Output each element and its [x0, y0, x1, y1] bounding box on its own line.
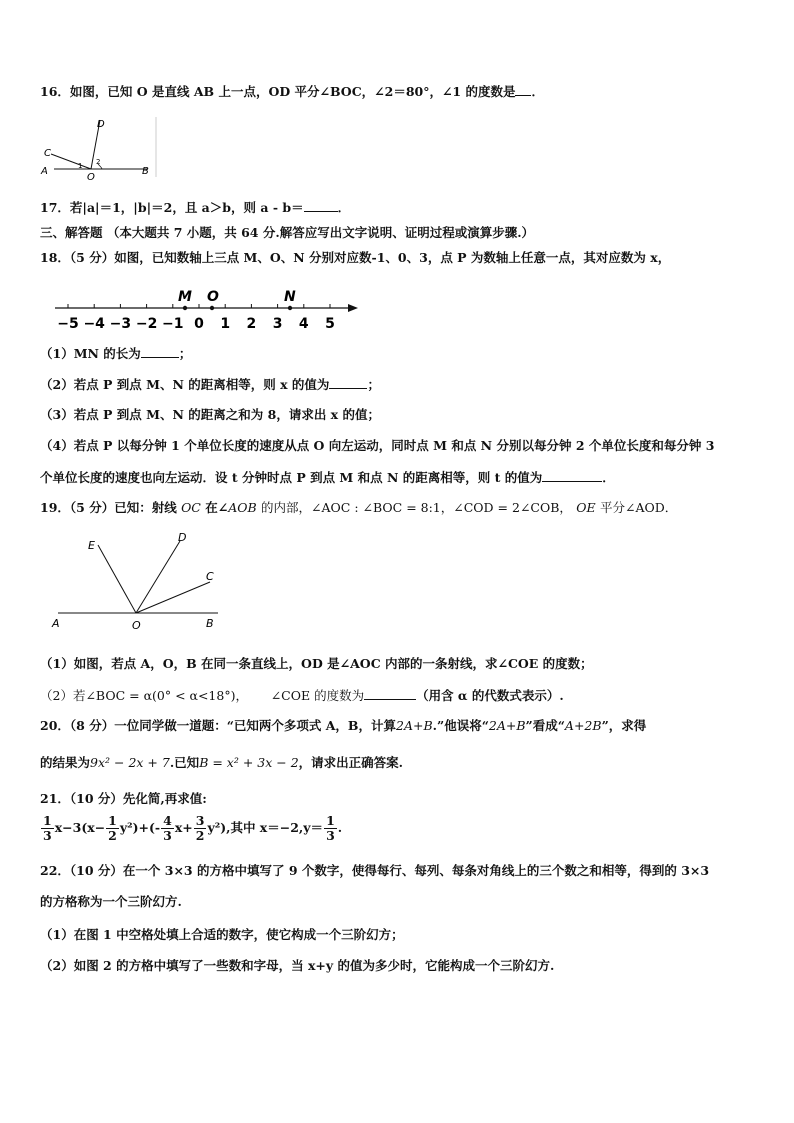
- q16-figure: [36, 112, 161, 182]
- q20-line-1: 20．（8 分）一位同学做一道题：“已知两个多项式 A，B，计算2A+B.”他误将“2A+B”看成“A+2B”，求得: [40, 718, 647, 733]
- q16-answer-blank: [515, 82, 531, 96]
- q19-figure: [40, 528, 240, 638]
- q19-p2-blank: [364, 686, 416, 700]
- q17-answer-blank: [304, 198, 338, 212]
- axis-tick-label: −1: [162, 316, 184, 332]
- q21-frac-1: $\frac{1}{3}$: [43, 813, 52, 843]
- axis-tick-label: 4: [298, 316, 309, 332]
- q18-part-4a: （4）若点 P 以每分钟 1 个单位长度的速度从点 O 向左运动，同时点 M 和点 N 分别以每分钟 2 个单位长度和每分钟 3: [40, 438, 715, 453]
- q21-frac-5: $\frac{1}{3}$: [326, 813, 335, 843]
- axis-tick-label: −3: [109, 316, 132, 332]
- q18-number-line: [40, 286, 370, 334]
- q18-part-4b: 个单位长度的速度也向左运动．设 t 分钟时点 P 到点 M 和点 N 的距离相等，则 t 的值为 ．: [40, 470, 615, 485]
- q16-label-o: O: [87, 172, 95, 182]
- q19-label-o: O: [132, 619, 141, 632]
- q21-title: 21．（10 分）先化简,再求值:: [40, 791, 207, 806]
- q19-label-c: C: [206, 570, 214, 583]
- axis-tick-label: −5: [57, 316, 79, 332]
- q19-part-1: （1）如图，若点 A，O，B 在同一条直线上，OD 是∠AOC 内部的一条射线，求∠COE 的度数；: [40, 656, 593, 671]
- axis-tick-label: 3: [272, 316, 283, 332]
- q18-part-3: （3）若点 P 到点 M、N 的距离之和为 8，请求出 x 的值；: [40, 407, 380, 422]
- q18-p2-blank: [329, 375, 367, 389]
- q22-part-2: （2）如图 2 的方格中填写了一些数和字母，当 x+y 的值为多少时，它能构成一个三阶幻方.: [40, 958, 555, 973]
- q18-text: 18．（5 分）如图，已知数轴上三点 M、O、N 分别对应数-1、0、3，点 P 为数轴上任意一点，其对应数为 x，: [40, 250, 671, 265]
- axis-tick-label: −2: [135, 316, 158, 332]
- q16-text: 16．如图，已知 O 是直线 AB 上一点，OD 平分∠BOC，∠2＝80°，∠1 的度数是 ．: [40, 84, 544, 99]
- q17-stem: 17．若|a|＝1，|b|＝2，且 a＞b，则 a - b＝: [40, 200, 304, 215]
- q22-line-2: 的方格称为一个三阶幻方.: [40, 894, 182, 909]
- q19-label-e: E: [88, 539, 95, 552]
- q21-frac-4: $\frac{3}{2}$: [195, 813, 205, 843]
- q22-part-1: （1）在图 1 中空格处填上合适的数字，使它构成一个三阶幻方；: [40, 927, 404, 942]
- q16-label-a: A: [41, 166, 48, 177]
- q19-text: 19．（5 分）已知：射线 OC 在∠AOB 的内部，∠AOC : ∠BOC = 8:1，∠COD = 2∠COB， OE 平分∠AOD．: [40, 500, 678, 515]
- section-3-heading: 三、解答题 （本大题共 7 小题，共 64 分.解答应写出文字说明、证明过程或演算步骤.）: [40, 225, 535, 240]
- q16-label-d: D: [97, 119, 105, 130]
- q16-label-b: B: [142, 166, 149, 177]
- axis-tick-label: −4: [83, 316, 105, 332]
- axis-tick-label: 1: [220, 316, 231, 332]
- axis-tick-label: 0: [194, 316, 204, 332]
- q18-point-n: N: [284, 289, 296, 305]
- q18-part-1: （1）MN 的长为 ；: [40, 346, 192, 361]
- q18-part-2: （2）若点 P 到点 M、N 的距离相等，则 x 的值为 ；: [40, 377, 380, 392]
- q22-line-1: 22．（10 分）在一个 3×3 的方格中填写了 9 个数字，使得每行、每列、每条对角线上的三个数之和相等，得到的 3×3: [40, 863, 710, 878]
- q18-point-m: M: [178, 289, 192, 305]
- q18-point-o: O: [207, 289, 219, 305]
- q21-expression: $\frac{1}{3}$ x−3(x− $\frac{1}{2}$ y²)+(- $\frac{4}{3}$ x+ $\frac{3}{2}$ y²),其中 x＝−2,y＝ $\frac{1}{3}$ .: [43, 813, 343, 843]
- axis-tick-label: 2: [246, 316, 257, 332]
- axis-tick-label: 5: [325, 316, 335, 332]
- q20-line-2: 的结果为9x² − 2x + 7.已知B = x² + 3x − 2，请求出正确答案.: [40, 755, 404, 770]
- q16-angle-2: 2: [96, 158, 101, 166]
- q21-frac-2: $\frac{1}{2}$: [108, 813, 117, 843]
- q19-label-d: D: [178, 531, 187, 544]
- q16-angle-1: 1: [78, 162, 83, 170]
- q19-label-b: B: [206, 617, 214, 630]
- q17-text: 17．若|a|＝1，|b|＝2，且 a＞b，则 a - b＝ ．: [40, 200, 351, 215]
- q18-p4-blank: [542, 468, 602, 482]
- q19-part-2: （2）若∠BOC = α(0° < α<18°)， ∠COE 的度数为 （用含 α 的代数式表示）.: [40, 688, 564, 703]
- q18-p1-blank: [141, 344, 179, 358]
- q16-stem: 16．如图，已知 O 是直线 AB 上一点，OD 平分∠BOC，∠2＝80°，∠1 的度数是: [40, 84, 516, 99]
- q21-frac-3: $\frac{4}{3}$: [163, 813, 172, 843]
- q16-label-c: C: [44, 148, 51, 159]
- q19-label-a: A: [52, 617, 60, 630]
